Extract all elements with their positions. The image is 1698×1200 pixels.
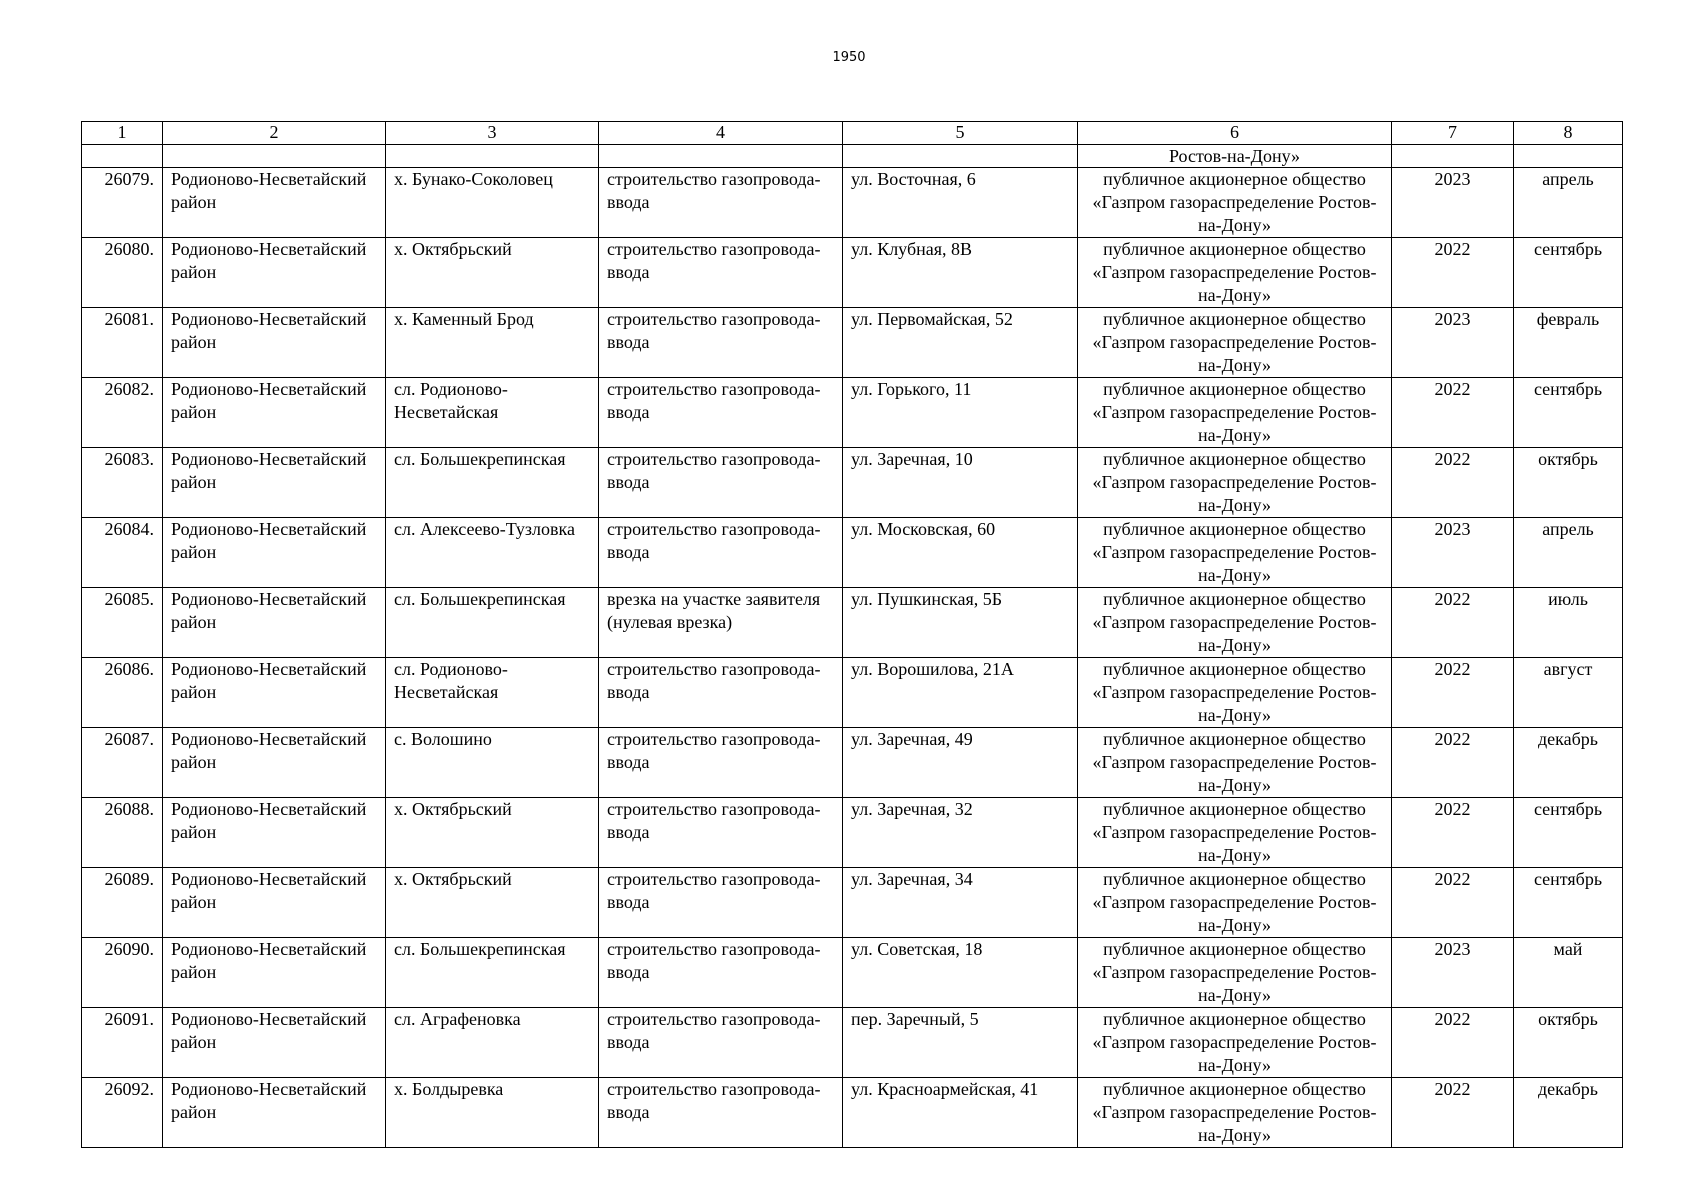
organization-cell: публичное акционерное общество «Газпром газораспределение Ростов-на-Дону» [1078, 588, 1392, 658]
locality-cell: сл. Большекрепинская [386, 588, 599, 658]
work-type-cell: строительство газопровода-ввода [599, 168, 843, 238]
organization-cell: публичное акционерное общество «Газпром газораспределение Ростов-на-Дону» [1078, 238, 1392, 308]
work-type-cell: строительство газопровода-ввода [599, 1008, 843, 1078]
work-type-cell: строительство газопровода-ввода [599, 938, 843, 1008]
address-cell: ул. Московская, 60 [843, 518, 1078, 588]
year-cell: 2023 [1392, 938, 1514, 1008]
address-cell: ул. Заречная, 34 [843, 868, 1078, 938]
row-number: 26091. [82, 1008, 163, 1078]
district-cell: Родионово-Несветайский район [163, 588, 386, 658]
month-cell: сентябрь [1514, 238, 1623, 308]
locality-cell: х. Октябрьский [386, 798, 599, 868]
month-cell: июль [1514, 588, 1623, 658]
organization-cell: публичное акционерное общество «Газпром газораспределение Ростов-на-Дону» [1078, 1078, 1392, 1148]
row-number: 26085. [82, 588, 163, 658]
month-cell: апрель [1514, 518, 1623, 588]
row-number: 26089. [82, 868, 163, 938]
table-row [82, 868, 1623, 938]
locality-cell: сл. Алексеево-Тузловка [386, 518, 599, 588]
district-cell: Родионово-Несветайский район [163, 868, 386, 938]
year-cell: 2022 [1392, 378, 1514, 448]
district-cell: Родионово-Несветайский район [163, 378, 386, 448]
year-cell: 2023 [1392, 308, 1514, 378]
work-type-cell: строительство газопровода-ввода [599, 308, 843, 378]
table-row [82, 308, 1623, 378]
work-type-cell: строительство газопровода-ввода [599, 868, 843, 938]
address-cell: ул. Пушкинская, 5Б [843, 588, 1078, 658]
table-cell [1392, 145, 1514, 168]
district-cell: Родионово-Несветайский район [163, 168, 386, 238]
month-cell: май [1514, 938, 1623, 1008]
district-cell: Родионово-Несветайский район [163, 448, 386, 518]
organization-cell: публичное акционерное общество «Газпром газораспределение Ростов-на-Дону» [1078, 938, 1392, 1008]
organization-cell: публичное акционерное общество «Газпром газораспределение Ростов-на-Дону» [1078, 448, 1392, 518]
table-row [82, 168, 1623, 238]
locality-cell: сл. Родионово-Несветайская [386, 378, 599, 448]
locality-cell: х. Каменный Брод [386, 308, 599, 378]
address-cell: ул. Заречная, 49 [843, 728, 1078, 798]
table-cell [599, 145, 843, 168]
year-cell: 2022 [1392, 1078, 1514, 1148]
table-row [82, 518, 1623, 588]
address-cell: ул. Заречная, 10 [843, 448, 1078, 518]
year-cell: 2022 [1392, 238, 1514, 308]
row-number: 26090. [82, 938, 163, 1008]
table-row [82, 1008, 1623, 1078]
address-cell: пер. Заречный, 5 [843, 1008, 1078, 1078]
row-number: 26087. [82, 728, 163, 798]
year-cell: 2022 [1392, 868, 1514, 938]
address-cell: ул. Советская, 18 [843, 938, 1078, 1008]
organization-cell: публичное акционерное общество «Газпром газораспределение Ростов-на-Дону» [1078, 798, 1392, 868]
table-row [82, 938, 1623, 1008]
work-type-cell: строительство газопровода-ввода [599, 1078, 843, 1148]
column-header: 5 [843, 122, 1078, 145]
table-cell [843, 145, 1078, 168]
address-cell: ул. Заречная, 32 [843, 798, 1078, 868]
district-cell: Родионово-Несветайский район [163, 658, 386, 728]
organization-cell: публичное акционерное общество «Газпром газораспределение Ростов-на-Дону» [1078, 1008, 1392, 1078]
locality-cell: с. Волошино [386, 728, 599, 798]
month-cell: декабрь [1514, 1078, 1623, 1148]
row-number: 26092. [82, 1078, 163, 1148]
organization-cell: публичное акционерное общество «Газпром газораспределение Ростов-на-Дону» [1078, 308, 1392, 378]
month-cell: октябрь [1514, 448, 1623, 518]
work-type-cell: строительство газопровода-ввода [599, 378, 843, 448]
address-cell: ул. Красноармейская, 41 [843, 1078, 1078, 1148]
locality-cell: сл. Большекрепинская [386, 938, 599, 1008]
row-number: 26081. [82, 308, 163, 378]
organization-cell: публичное акционерное общество «Газпром газораспределение Ростов-на-Дону» [1078, 658, 1392, 728]
organization-cell: публичное акционерное общество «Газпром газораспределение Ростов-на-Дону» [1078, 378, 1392, 448]
header-row [82, 122, 1623, 145]
month-cell: сентябрь [1514, 868, 1623, 938]
row-number: 26088. [82, 798, 163, 868]
work-type-cell: строительство газопровода-ввода [599, 798, 843, 868]
organization-cell: публичное акционерное общество «Газпром газораспределение Ростов-на-Дону» [1078, 868, 1392, 938]
row-number: 26080. [82, 238, 163, 308]
table-row [82, 728, 1623, 798]
district-cell: Родионово-Несветайский район [163, 938, 386, 1008]
district-cell: Родионово-Несветайский район [163, 518, 386, 588]
address-cell: ул. Горького, 11 [843, 378, 1078, 448]
work-type-cell: строительство газопровода-ввода [599, 728, 843, 798]
table-cell [386, 145, 599, 168]
column-header: 6 [1078, 122, 1392, 145]
locality-cell: сл. Родионово-Несветайская [386, 658, 599, 728]
table-row [82, 588, 1623, 658]
month-cell: февраль [1514, 308, 1623, 378]
column-header: 4 [599, 122, 843, 145]
month-cell: октябрь [1514, 1008, 1623, 1078]
month-cell: апрель [1514, 168, 1623, 238]
gas-connection-table [81, 121, 1623, 1148]
table-cell [1514, 145, 1623, 168]
row-number: 26082. [82, 378, 163, 448]
continuation-cell: Ростов-на-Дону» [1078, 145, 1392, 168]
address-cell: ул. Ворошилова, 21А [843, 658, 1078, 728]
column-header: 2 [163, 122, 386, 145]
district-cell: Родионово-Несветайский район [163, 308, 386, 378]
table-cell [163, 145, 386, 168]
table-row [82, 1078, 1623, 1148]
table-row [82, 658, 1623, 728]
locality-cell: х. Октябрьский [386, 868, 599, 938]
table-row [82, 798, 1623, 868]
month-cell: сентябрь [1514, 378, 1623, 448]
month-cell: сентябрь [1514, 798, 1623, 868]
row-number: 26083. [82, 448, 163, 518]
table-row [82, 378, 1623, 448]
work-type-cell: врезка на участке заявителя (нулевая врезка) [599, 588, 843, 658]
year-cell: 2023 [1392, 518, 1514, 588]
year-cell: 2022 [1392, 588, 1514, 658]
row-number: 26086. [82, 658, 163, 728]
table-row [82, 448, 1623, 518]
address-cell: ул. Клубная, 8В [843, 238, 1078, 308]
work-type-cell: строительство газопровода-ввода [599, 448, 843, 518]
month-cell: декабрь [1514, 728, 1623, 798]
year-cell: 2022 [1392, 1008, 1514, 1078]
year-cell: 2022 [1392, 728, 1514, 798]
district-cell: Родионово-Несветайский район [163, 728, 386, 798]
address-cell: ул. Восточная, 6 [843, 168, 1078, 238]
district-cell: Родионово-Несветайский район [163, 1008, 386, 1078]
district-cell: Родионово-Несветайский район [163, 798, 386, 868]
organization-cell: публичное акционерное общество «Газпром газораспределение Ростов-на-Дону» [1078, 518, 1392, 588]
continuation-row [82, 145, 1623, 168]
district-cell: Родионово-Несветайский район [163, 1078, 386, 1148]
organization-cell: публичное акционерное общество «Газпром газораспределение Ростов-на-Дону» [1078, 728, 1392, 798]
address-cell: ул. Первомайская, 52 [843, 308, 1078, 378]
work-type-cell: строительство газопровода-ввода [599, 658, 843, 728]
column-header: 7 [1392, 122, 1514, 145]
column-header: 1 [82, 122, 163, 145]
month-cell: август [1514, 658, 1623, 728]
row-number: 26079. [82, 168, 163, 238]
work-type-cell: строительство газопровода-ввода [599, 238, 843, 308]
work-type-cell: строительство газопровода-ввода [599, 518, 843, 588]
page-number: 1950 [832, 50, 866, 65]
table-cell [82, 145, 163, 168]
locality-cell: х. Октябрьский [386, 238, 599, 308]
organization-cell: публичное акционерное общество «Газпром газораспределение Ростов-на-Дону» [1078, 168, 1392, 238]
column-header: 3 [386, 122, 599, 145]
year-cell: 2022 [1392, 798, 1514, 868]
table-row [82, 238, 1623, 308]
locality-cell: сл. Аграфеновка [386, 1008, 599, 1078]
row-number: 26084. [82, 518, 163, 588]
year-cell: 2023 [1392, 168, 1514, 238]
column-header: 8 [1514, 122, 1623, 145]
locality-cell: сл. Большекрепинская [386, 448, 599, 518]
district-cell: Родионово-Несветайский район [163, 238, 386, 308]
locality-cell: х. Бунако-Соколовец [386, 168, 599, 238]
year-cell: 2022 [1392, 448, 1514, 518]
year-cell: 2022 [1392, 658, 1514, 728]
locality-cell: х. Болдыревка [386, 1078, 599, 1148]
